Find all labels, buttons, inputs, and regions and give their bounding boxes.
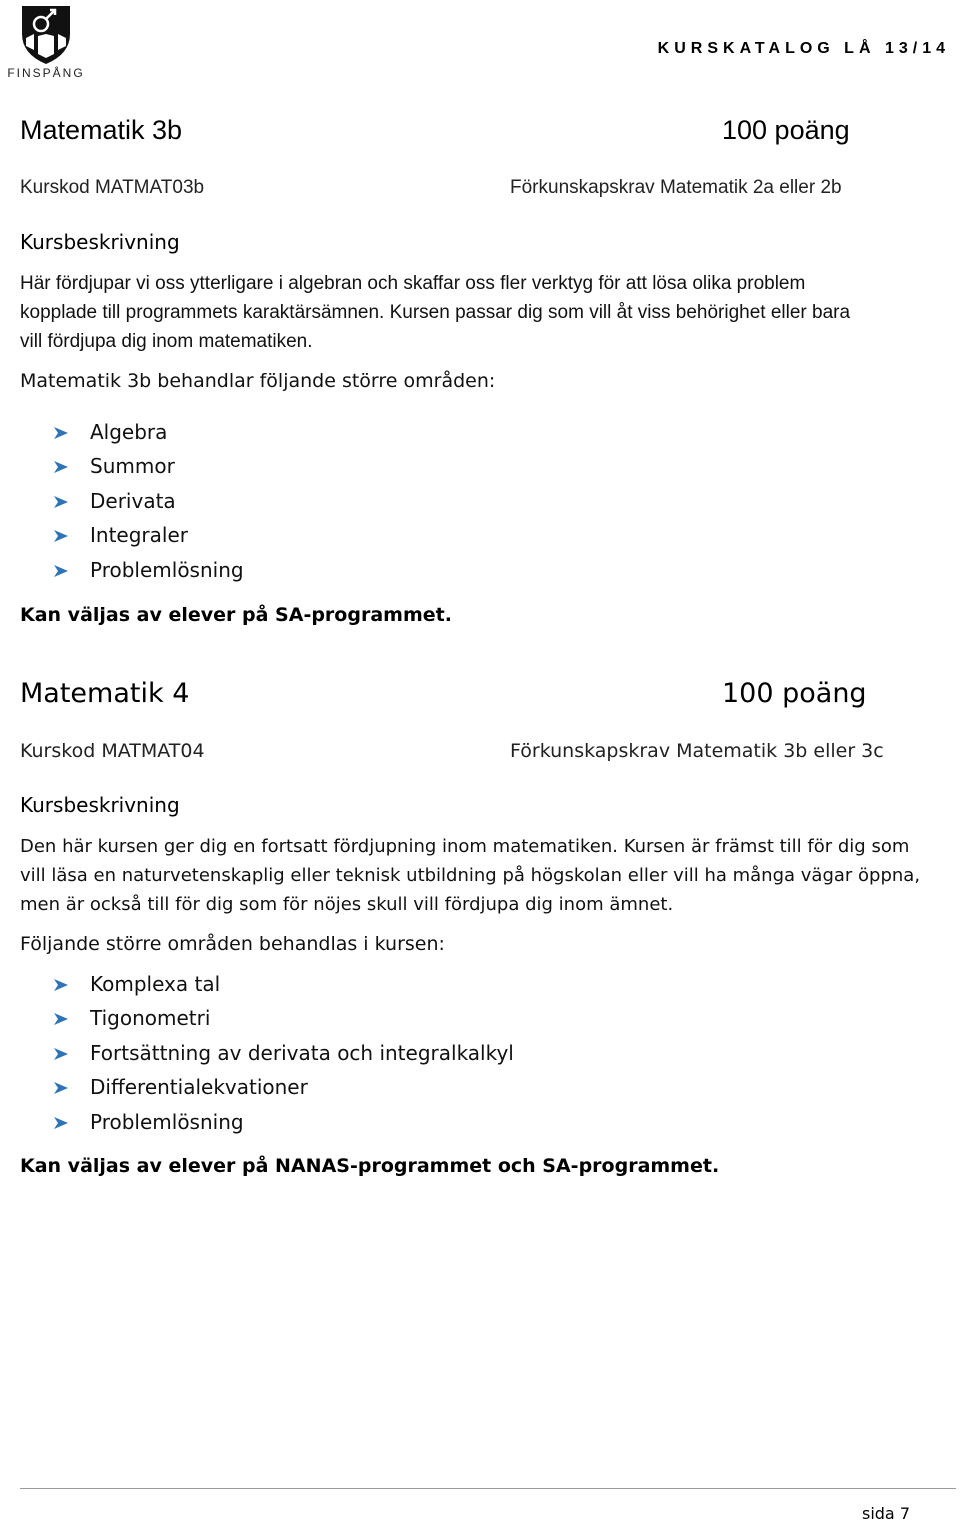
list-item	[20, 415, 620, 449]
course-title: Matematik 3b	[20, 115, 183, 145]
list-item	[20, 484, 620, 518]
areas-intro: Följande större områden behandlas i kursen:	[20, 933, 445, 955]
course-title: Matematik 4	[20, 678, 190, 709]
eligibility-note: Kan väljas av elever på SA-programmet.	[20, 604, 452, 626]
list-item	[20, 1070, 720, 1104]
area-label: Algebra	[90, 420, 168, 444]
arrow-bullet-icon	[54, 427, 68, 439]
list-item	[20, 518, 620, 552]
course-code: Kurskod MATMAT04	[20, 740, 205, 762]
arrow-bullet-icon	[54, 461, 68, 473]
list-item	[20, 449, 620, 483]
description-heading: Kursbeskrivning	[20, 230, 180, 254]
footer-divider	[20, 1488, 956, 1489]
eligibility-note: Kan väljas av elever på NANAS-programmet och SA-programmet.	[20, 1155, 720, 1177]
area-label: Problemlösning	[90, 557, 244, 582]
arrow-bullet-icon	[54, 1013, 68, 1025]
description-line: vill fördjupa dig inom matematiken.	[20, 331, 313, 352]
course-description	[20, 832, 955, 919]
list-item	[20, 1105, 720, 1139]
list-item	[20, 1001, 720, 1035]
course-description	[20, 269, 955, 356]
course-prerequisite: Förkunskapskrav Matematik 2a eller 2b	[510, 177, 842, 198]
area-label: Fortsättning av derivata och integralkalkyl	[90, 1040, 514, 1065]
areas-intro: Matematik 3b behandlar följande större områden:	[20, 370, 496, 392]
description-line: kopplade till programmets karaktärsämnen. Kursen passar dig som vill åt viss behörighet eller bara	[20, 302, 851, 323]
coat-of-arms-icon	[4, 4, 88, 66]
area-label: Integraler	[90, 523, 188, 548]
area-label: Komplexa tal	[90, 972, 221, 996]
arrow-bullet-icon	[54, 496, 68, 508]
arrow-bullet-icon	[54, 565, 68, 577]
course-points: 100 poäng	[722, 115, 850, 145]
course-points: 100 poäng	[722, 678, 867, 709]
list-item	[20, 553, 620, 587]
description-line: Den här kursen ger dig en fortsatt fördjupning inom matematiken. Kursen är främst till för dig som	[20, 836, 910, 857]
course-prerequisite: Förkunskapskrav Matematik 3b eller 3c	[510, 740, 884, 762]
page-number: sida 7	[861, 1504, 910, 1523]
arrow-bullet-icon	[54, 1117, 68, 1129]
logo-text: FINSPÅNG	[7, 66, 85, 80]
area-label: Differentialekvationer	[90, 1075, 308, 1100]
list-item	[20, 1036, 720, 1070]
area-label: Tigonometri	[90, 1006, 211, 1031]
arrow-bullet-icon	[54, 979, 68, 991]
catalog-header: KURSKATALOG LÅ 13/14	[657, 40, 950, 57]
area-label: Summor	[90, 454, 175, 479]
list-item	[20, 967, 720, 1001]
areas-list	[20, 415, 620, 587]
area-label: Derivata	[90, 488, 176, 513]
description-line: vill läsa en naturvetenskaplig eller teknisk utbildning på högskolan eller vill ha många vägar öppna,	[20, 865, 921, 886]
arrow-bullet-icon	[54, 1082, 68, 1094]
arrow-bullet-icon	[54, 530, 68, 542]
description-line: men är också till för dig som för nöjes skull vill fördjupa dig inom ämnet.	[20, 894, 674, 915]
course-code: Kurskod MATMAT03b	[20, 177, 205, 198]
description-line: Här fördjupar vi oss ytterligare i algebran och skaffar oss fler verktyg för att lösa olika problem	[20, 273, 806, 294]
description-heading: Kursbeskrivning	[20, 793, 180, 817]
areas-list	[20, 967, 720, 1139]
finspang-logo	[4, 4, 88, 80]
arrow-bullet-icon	[54, 1048, 68, 1060]
area-label: Problemlösning	[90, 1109, 244, 1134]
